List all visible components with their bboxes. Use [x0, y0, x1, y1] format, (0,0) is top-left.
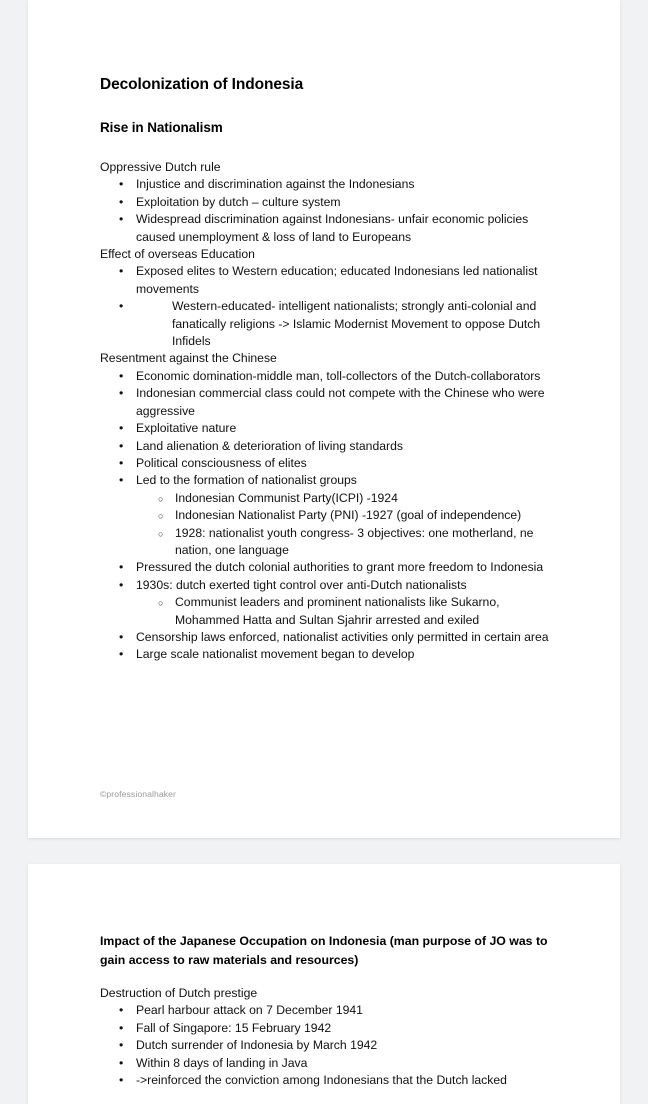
list-item: • 1930s: dutch exerted tight control over anti-Dutch nationalists — [100, 577, 552, 594]
document-page-2 — [28, 864, 620, 1104]
sublist-item: ○ Indonesian Nationalist Party (PNI) -1927 (goal of independence) — [100, 507, 552, 524]
heading-destruction-of-dutch-prestige: Destruction of Dutch prestige — [100, 986, 258, 1000]
list-item: • Censorship laws enforced, nationalist activities only permitted in certain area — [100, 629, 552, 646]
list-item: • ->reinforced the conviction among Indonesians that the Dutch lacked — [100, 1072, 552, 1089]
sublist-item: ○ Communist leaders and prominent nationalists like Sukarno, Mohammed Hatta and Sultan Sjahrir arrested and exiled — [100, 594, 552, 629]
heading-resentment-against-chinese: Resentment against the Chinese — [100, 351, 277, 366]
list-destruction-dutch-prestige — [100, 1002, 552, 1089]
list-oppressive-dutch-rule — [100, 176, 552, 246]
list-item: • Pearl harbour attack on 7 December 1941 — [100, 1002, 552, 1019]
list-item: • Exploitation by dutch – culture system — [100, 194, 552, 211]
sublist-item: ○ 1928: nationalist youth congress- 3 objectives: one motherland, ne nation, one language — [100, 525, 552, 560]
list-item: • Large scale nationalist movement began to develop — [100, 646, 552, 663]
list-item: • Economic domination-middle man, toll-collectors of the Dutch-collaborators — [100, 368, 552, 385]
list-overseas-education — [100, 263, 552, 350]
page-title: Decolonization of Indonesia — [100, 76, 304, 93]
sublist-arrested-nationalists — [100, 594, 552, 629]
list-item: • Pressured the dutch colonial authorities to grant more freedom to Indonesia — [100, 559, 552, 576]
section-subtitle: Rise in Nationalism — [100, 120, 223, 135]
page-2-title: Impact of the Japanese Occupation on Indonesia (man purpose of JO was to gain access to raw materials and resources) — [100, 934, 548, 967]
page-1-body — [100, 159, 552, 664]
list-item: • Led to the formation of nationalist groups — [100, 472, 552, 489]
list-item: • Exploitative nature — [100, 420, 552, 437]
document-page-1 — [28, 0, 620, 838]
list-item: • Within 8 days of landing in Java — [100, 1055, 552, 1072]
list-item: • Injustice and discrimination against the Indonesians — [100, 176, 552, 193]
heading-oppressive-dutch-rule: Oppressive Dutch rule — [100, 160, 221, 174]
watermark: ©professionalhaker — [100, 789, 176, 799]
list-resentment-chinese — [100, 368, 552, 490]
list-item: • Political consciousness of elites — [100, 455, 552, 472]
list-item: • Fall of Singapore: 15 February 1942 — [100, 1020, 552, 1037]
list-item: • Indonesian commercial class could not compete with the Chinese who were aggressive — [100, 385, 552, 420]
list-item: • Land alienation & deterioration of living standards — [100, 438, 552, 455]
sublist-item: ○ Indonesian Communist Party(ICPI) -1924 — [100, 490, 552, 507]
list-item: • Exposed elites to Western education; educated Indonesians led nationalist movements — [100, 263, 552, 298]
heading-effect-of-overseas-education: Effect of overseas Education — [100, 247, 255, 262]
page-2-body — [100, 985, 552, 1089]
list-resentment-chinese-final — [100, 629, 552, 664]
list-item: • Dutch surrender of Indonesia by March 1942 — [100, 1037, 552, 1054]
list-item: • Widespread discrimination against Indonesians- unfair economic policies caused unemployment & loss of land to Europeans — [100, 211, 552, 246]
list-resentment-chinese-continued — [100, 559, 552, 594]
list-item-indented: • Western-educated- intelligent nationalists; strongly anti-colonial and fanatically religions -> Islamic Modernist Movement to oppose Dutch Infidels — [100, 298, 552, 350]
sublist-nationalist-groups — [100, 490, 552, 560]
